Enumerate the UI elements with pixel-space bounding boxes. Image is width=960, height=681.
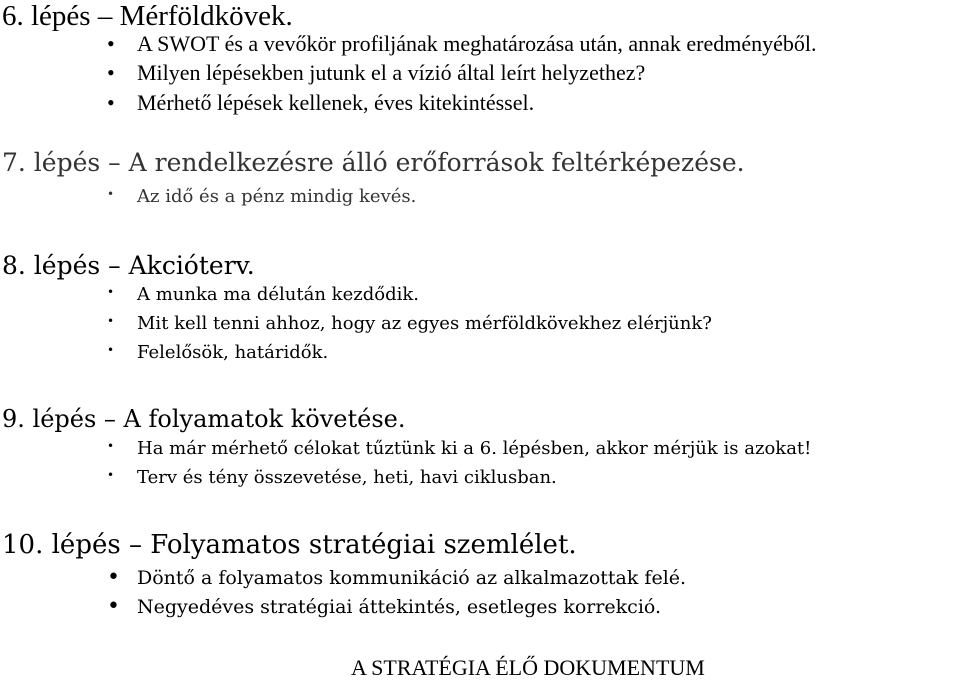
section-6-item-1 (107, 31, 817, 57)
item-text: Terv és tény összevetése, heti, havi ciklusban. (137, 467, 557, 488)
item-text: Mit kell tenni ahhoz, hogy az egyes mérföldkövekhez elérjünk? (137, 313, 712, 334)
section-10-item-1 (107, 565, 686, 590)
bullet-icon: • (107, 439, 115, 453)
item-text: Negyedéves stratégiai áttekintés, esetleges korrekció. (137, 596, 662, 618)
section-7-item-1 (107, 186, 416, 207)
bullet-icon: • (107, 468, 115, 482)
section-8-title: 8. lépés – Akcióterv. (2, 251, 255, 280)
section-8-item-1 (107, 284, 419, 305)
section-7-title: 7. lépés – A rendelkezésre álló erőforrások feltérképezése. (2, 148, 745, 177)
footer-caption: A STRATÉGIA ÉLŐ DOKUMENTUM (351, 655, 705, 680)
bullet-icon: • (107, 343, 115, 357)
item-text: Mérhető lépések kellenek, éves kitekintéssel. (137, 90, 535, 115)
section-8-item-3 (107, 342, 328, 363)
bullet-icon: • (107, 565, 120, 590)
section-6-title: 6. lépés – Mérföldkövek. (2, 0, 293, 32)
section-9-item-1 (107, 438, 811, 459)
section-6-item-2 (107, 60, 645, 86)
item-text: Felelősök, határidők. (137, 342, 329, 363)
bullet-icon: • (107, 594, 120, 619)
item-text: Ha már mérhető célokat tűztünk ki a 6. lépésben, akkor mérjük is azokat! (137, 438, 812, 459)
item-text: Az idő és a pénz mindig kevés. (137, 186, 417, 207)
item-text: Döntő a folyamatos kommunikáció az alkalmazottak felé. (137, 567, 687, 589)
bullet-icon: • (107, 285, 115, 299)
bullet-icon: • (107, 314, 115, 328)
item-text: A munka ma délután kezdődik. (137, 284, 419, 305)
bullet-icon: • (107, 187, 115, 201)
section-9-title: 9. lépés – A folyamatok követése. (2, 405, 406, 433)
bullet-icon: • (107, 31, 115, 56)
section-6-item-3 (107, 90, 534, 116)
bullet-icon: • (107, 60, 115, 85)
section-9-item-2 (107, 467, 557, 488)
item-text: Milyen lépésekben jutunk el a vízió által leírt helyzethez? (137, 60, 646, 85)
item-text: A SWOT és a vevőkör profiljának meghatározása után, annak eredményéből. (137, 31, 817, 56)
section-10-item-2 (107, 594, 661, 619)
section-8-item-2 (107, 313, 712, 334)
bullet-icon: • (107, 90, 115, 115)
section-10-title: 10. lépés – Folyamatos stratégiai szemlélet. (2, 530, 577, 560)
